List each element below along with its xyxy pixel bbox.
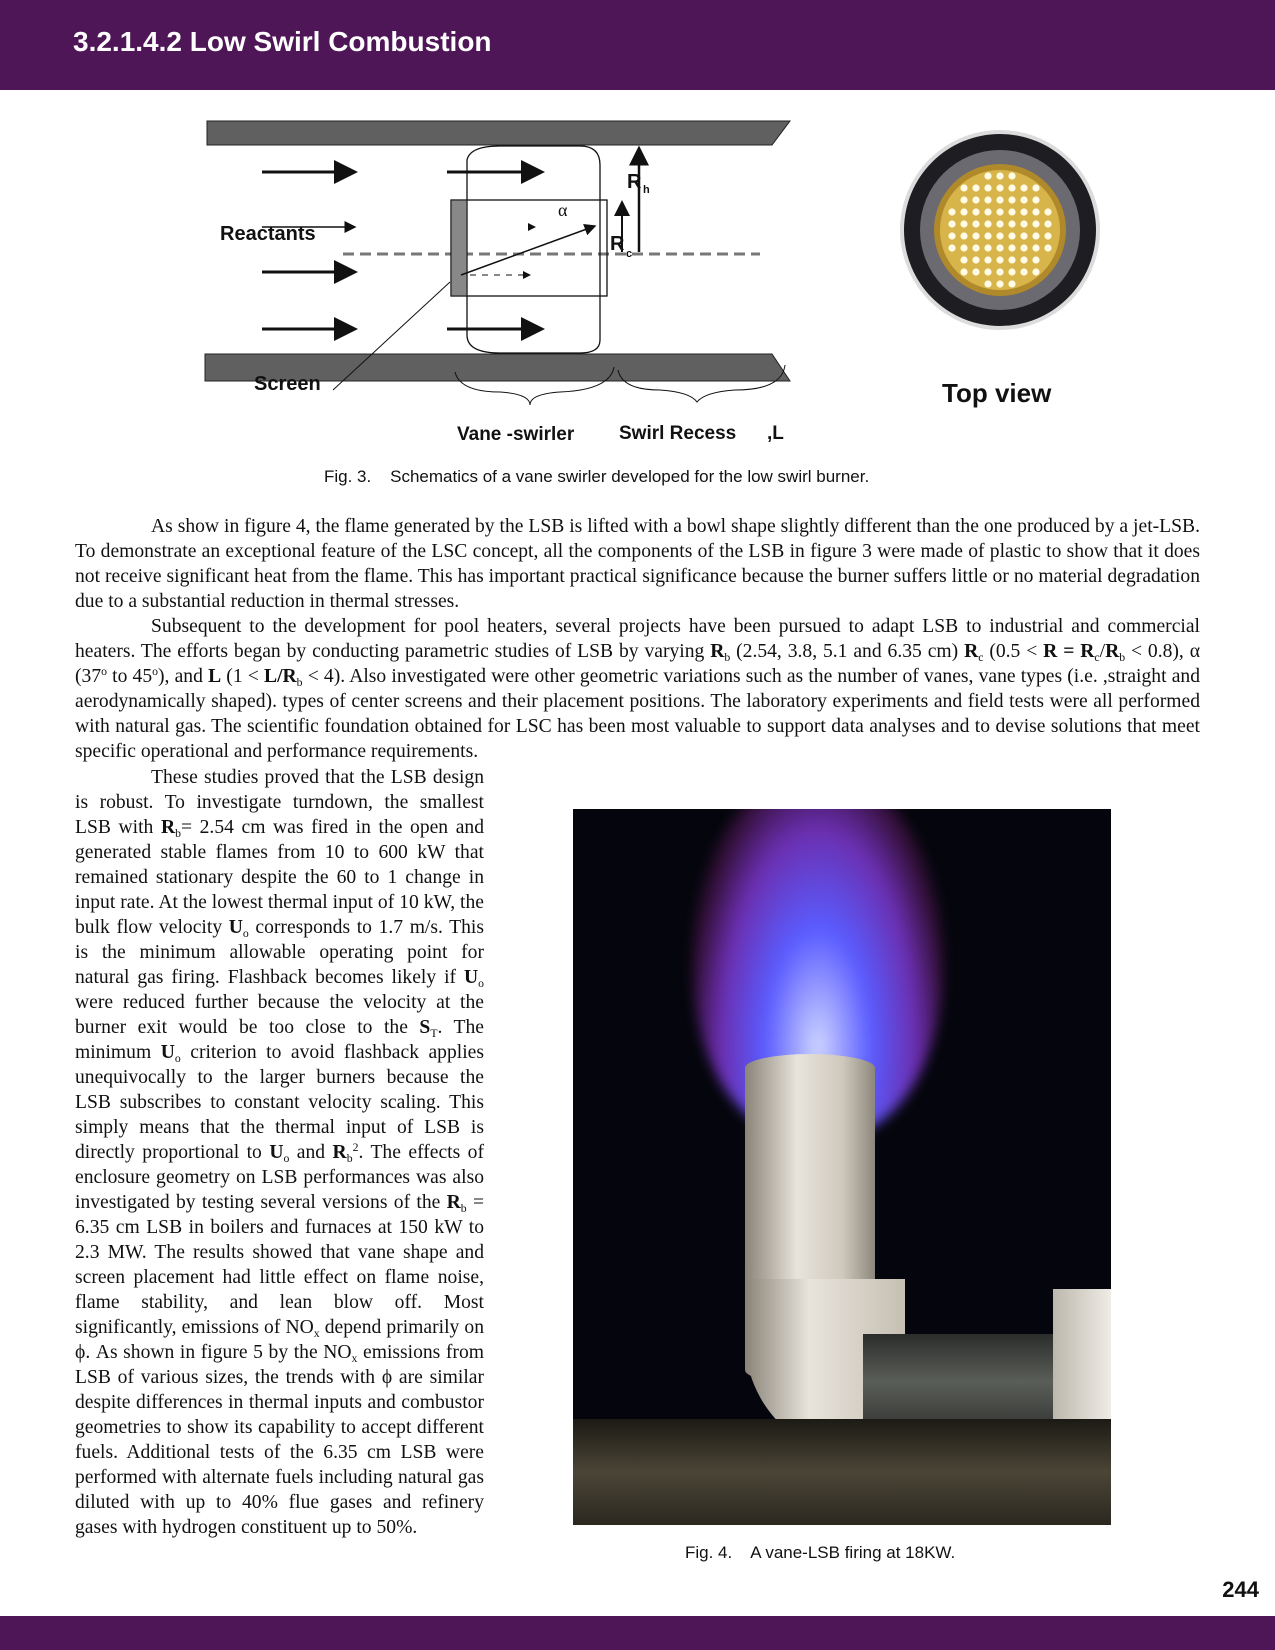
top-view-photo: [900, 130, 1100, 330]
mesh-hole: [1032, 256, 1039, 263]
text-segment: b: [296, 676, 303, 689]
text-segment: c: [1094, 651, 1100, 664]
mesh-hole: [1032, 208, 1039, 215]
flow-arrows: [262, 172, 542, 329]
mesh-hole: [960, 232, 967, 239]
mesh-hole: [1044, 208, 1051, 215]
text-segment: o: [283, 1152, 290, 1165]
text-segment: b: [724, 651, 731, 664]
mesh-hole: [1008, 184, 1015, 191]
text-segment: R: [964, 641, 979, 662]
mesh-hole: [1020, 268, 1027, 275]
mesh-hole: [984, 244, 991, 251]
text-segment: b: [460, 1202, 467, 1215]
paragraph-3: [75, 765, 484, 1540]
label-rh: R: [627, 171, 642, 193]
figure-3-schematic: [0, 0, 1275, 470]
mesh-hole: [1044, 244, 1051, 251]
mesh-hole: [1008, 268, 1015, 275]
mesh-hole: [996, 220, 1003, 227]
text-segment: R: [446, 1192, 461, 1213]
paragraph-1: [75, 514, 1200, 614]
mesh-hole: [960, 196, 967, 203]
text-segment: c: [978, 651, 984, 664]
mesh-hole: [1032, 232, 1039, 239]
text-segment: (1 <: [221, 666, 264, 687]
text-segment: As show in figure 4, the flame generated by the LSB is lifted with a bowl shape slightly different than the one produced by a jet-LSB. To demonstrate an exceptional feature of the LSC concept, all the components of the LSB in figure 3 were made of plastic to show that it does not receive significant heat from the flame. This has important practical significance because the burner suffers little or no material degradation due to a substantial reduction in thermal stresses.: [75, 516, 1200, 612]
text-segment: b: [175, 827, 181, 840]
text-segment: b: [1119, 651, 1126, 664]
text-segment: R = R: [1043, 641, 1095, 662]
text-segment: corresponds to 1.7 m/s. This is the minimum allowable operating point for natural gas firing. Flashback becomes likely if: [75, 917, 485, 988]
figure-4-photo: [573, 809, 1111, 1525]
label-recess-l: ,L: [767, 423, 784, 444]
text-segment: . The minimum: [75, 1017, 484, 1063]
mesh-hole: [984, 196, 991, 203]
label-reactants: Reactants: [220, 223, 316, 245]
mesh-hole: [972, 220, 979, 227]
mesh-hole: [1008, 256, 1015, 263]
text-segment: 2: [352, 1141, 359, 1154]
mesh-hole: [960, 184, 967, 191]
text-segment: These studies proved that the LSB design is robust. To investigate turndown, the smallest LSB with: [75, 767, 484, 838]
text-segment: R: [160, 817, 176, 838]
mesh-hole: [972, 244, 979, 251]
mesh-hole: [1020, 196, 1027, 203]
mesh-hole: [972, 196, 979, 203]
body-text: [75, 514, 1200, 764]
text-segment: and: [289, 1142, 333, 1163]
mesh-hole: [972, 256, 979, 263]
pipe-top-wall: [207, 121, 790, 145]
mesh-hole: [948, 208, 955, 215]
text-segment: < 4). Also investigated were other geometric variations such as the number of vanes, vane types (i.e. ,straight and aerodynamically shaped). types of center screens and their placement positions. The laboratory experiments and field tests were all performed with natural gas. The scientific foundation obtained for LSC has been most valuable to support data analyses and to devise solutions that meet specific operational and performance requirements.: [75, 666, 1200, 762]
label-vane-swirler: Vane -swirler: [457, 424, 575, 445]
mesh-hole: [1044, 220, 1051, 227]
center-channel: [451, 200, 607, 296]
mesh-hole: [972, 268, 979, 275]
label-screen: Screen: [254, 373, 321, 395]
mesh-hole: [960, 256, 967, 263]
text-segment: U: [463, 967, 479, 988]
label-top-view: Top view: [942, 378, 1052, 408]
mesh-hole: [996, 280, 1003, 287]
mesh-hole: [1020, 244, 1027, 251]
text-segment: x: [351, 1352, 358, 1365]
screen-plate: [451, 200, 467, 296]
text-segment: U: [269, 1142, 284, 1163]
label-rc-sub: c: [626, 248, 633, 260]
left-column-text: [75, 765, 484, 1540]
page-number: 244: [1222, 1577, 1259, 1602]
mesh-hole: [948, 244, 955, 251]
text-segment: o: [242, 927, 249, 940]
text-segment: Subsequent to the development for pool heaters, several projects have been pursued to adapt LSB to industrial and commercial heaters. The efforts began by conducting parametric studies of LSB by varying: [75, 616, 1200, 662]
mesh-hole: [1008, 172, 1015, 179]
text-segment: . The effects of enclosure geometry on LSB performances was also investigated by testing several versions of the: [75, 1142, 484, 1213]
mesh-hole: [1020, 220, 1027, 227]
mesh-hole: [984, 184, 991, 191]
text-segment: R: [332, 1142, 347, 1163]
mesh-hole: [1020, 208, 1027, 215]
text-segment: U: [228, 917, 243, 938]
text-segment: T: [430, 1027, 438, 1040]
mesh-hole: [960, 220, 967, 227]
mesh-hole: [1020, 184, 1027, 191]
mesh-hole: [960, 244, 967, 251]
mesh-hole: [996, 268, 1003, 275]
mesh-hole: [1008, 208, 1015, 215]
text-segment: R: [1105, 641, 1120, 662]
figure-4-caption: Fig. 4. A vane-LSB firing at 18KW.: [685, 1543, 956, 1562]
label-rc: R: [610, 233, 625, 255]
footer-bar: [0, 1616, 1275, 1650]
mesh-hole: [996, 256, 1003, 263]
mesh-hole: [972, 208, 979, 215]
mesh-hole: [984, 220, 991, 227]
label-alpha: α: [558, 200, 568, 220]
text-segment: x: [313, 1327, 320, 1340]
section-title: 3.2.1.4.2 Low Swirl Combustion: [73, 26, 492, 57]
text-segment: o: [174, 1052, 181, 1065]
text-segment: (2.54, 3.8, 5.1 and 6.35 cm): [730, 641, 965, 662]
mesh-hole: [996, 184, 1003, 191]
mesh-hole: [984, 172, 991, 179]
figure-3-caption: Fig. 3. Schematics of a vane swirler developed for the low swirl burner.: [324, 467, 870, 486]
mesh-hole: [1032, 244, 1039, 251]
mesh-hole: [960, 208, 967, 215]
mesh-hole: [1008, 220, 1015, 227]
text-segment: b: [346, 1152, 353, 1165]
mesh-hole: [1020, 256, 1027, 263]
text-segment: R: [710, 641, 725, 662]
mesh-hole: [996, 232, 1003, 239]
mesh-hole: [1008, 244, 1015, 251]
mesh-hole: [1044, 232, 1051, 239]
mesh-hole: [972, 232, 979, 239]
text-segment: ), and: [158, 666, 209, 687]
mesh-hole: [996, 196, 1003, 203]
mesh-hole: [1032, 196, 1039, 203]
mesh-hole: [1008, 280, 1015, 287]
mesh-hole: [984, 268, 991, 275]
mesh-hole: [1008, 196, 1015, 203]
table-surface: [573, 1419, 1111, 1525]
mesh-hole: [984, 280, 991, 287]
vane-cylinder: [467, 146, 600, 353]
text-segment: L/R: [264, 666, 297, 687]
mesh-hole: [948, 220, 955, 227]
mesh-hole: [948, 232, 955, 239]
text-segment: < 0.8), α (37: [75, 641, 1200, 687]
text-segment: o: [478, 977, 484, 990]
text-segment: = 6.35 cm LSB in boilers and furnaces at 150 kW to 2.3 MW. The results showed that vane shape and screen placement had little effect on flame noise, flame stability, and lean blow off. Most significantly, emissions of NO: [75, 1192, 484, 1338]
mesh-hole: [1032, 268, 1039, 275]
text-segment: = 2.54 cm was fired in the open and generated stable flames from 10 to 600 kW that remained stationary despite the 60 to 1 change in input rate. At the lowest thermal input of 10 kW, the bulk flow velocity: [75, 817, 484, 938]
text-segment: /: [1099, 641, 1106, 662]
text-segment: o: [152, 665, 159, 678]
text-segment: criterion to avoid flashback applies unequivocally to the larger burners because the LSB subscribes to constant velocity scaling. This simply means that the thermal input of LSB is directly proportional to: [75, 1042, 484, 1163]
label-swirl-recess: Swirl Recess: [619, 423, 737, 444]
text-segment: emissions from LSB of various sizes, the trends with ϕ are similar despite differences in thermal inputs and combustor geometries to show its capability to accept different fuels. Additional tests of the 6.35 cm LSB were performed with alternate fuels including natural gas diluted with up to 40% flue gases and refinery gases with hydrogen constituent up to 50%.: [75, 1342, 484, 1538]
text-segment: were reduced further because the velocity at the burner exit would be too close to the: [75, 992, 484, 1038]
label-rh-sub: h: [643, 184, 650, 196]
text-segment: (0.5 <: [983, 641, 1044, 662]
text-segment: o: [101, 665, 107, 678]
text-segment: L: [208, 666, 222, 687]
mesh-hole: [1032, 220, 1039, 227]
mesh-hole: [996, 172, 1003, 179]
mesh-hole: [984, 208, 991, 215]
mesh-hole: [960, 268, 967, 275]
mesh-hole: [1020, 232, 1027, 239]
mesh-hole: [996, 208, 1003, 215]
text-segment: S: [419, 1017, 431, 1038]
paragraph-2: [75, 614, 1200, 764]
mesh-hole: [1032, 184, 1039, 191]
text-segment: to 45: [107, 666, 153, 687]
mesh-hole: [996, 244, 1003, 251]
mesh-hole: [984, 256, 991, 263]
mesh-hole: [972, 184, 979, 191]
mesh-hole: [1008, 232, 1015, 239]
text-segment: depend primarily on ϕ. As shown in figure 5 by the NO: [75, 1317, 484, 1363]
text-segment: U: [160, 1042, 175, 1063]
mesh-hole: [984, 232, 991, 239]
